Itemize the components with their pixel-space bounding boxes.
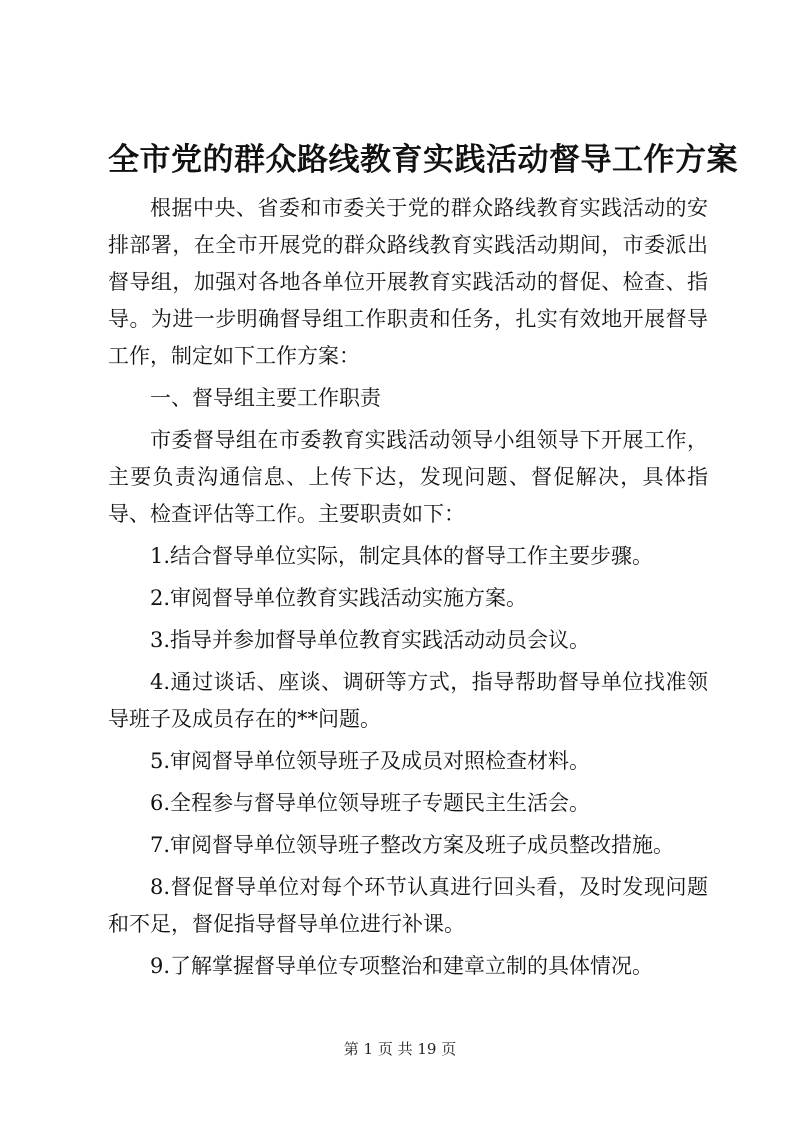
document-title: 全市党的群众路线教育实践活动督导工作方案 — [108, 142, 738, 178]
list-item: 1.结合督导单位实际，制定具体的督导工作主要步骤。 — [150, 544, 654, 568]
list-item: 7.审阅督导单位领导班子整改方案及班子成员整改措施。 — [150, 833, 675, 857]
page-footer — [0, 1039, 800, 1059]
section-heading: 一、督导组主要工作职责 — [150, 386, 381, 410]
paragraph-intro: 根据中央、省委和市委关于党的群众路线教育实践活动的安排部署，在全市开展党的群众路线教育实践活动期间，市委派出督导组，加强对各地各单位开展教育实践活动的督促、检查、指导。为进一步明确督导组工作职责和任务，扎实有效地开展督导工作，制定如下工作方案： — [108, 196, 708, 368]
list-item: 6.全程参与督导单位领导班子专题民主生活会。 — [150, 791, 591, 815]
list-item: 2.审阅督导单位教育实践活动实施方案。 — [150, 586, 528, 610]
list-item: 4.通过谈话、座谈、调研等方式，指导帮助督导单位找准领导班子及成员存在的**问题。 — [108, 670, 708, 731]
document-body — [108, 190, 708, 990]
list-item: 8.督促督导单位对每个环节认真进行回头看，及时发现问题和不足，督促指导督导单位进行补课。 — [108, 875, 708, 936]
list-item: 5.审阅督导单位领导班子及成员对照检查材料。 — [150, 749, 591, 773]
paragraph-duties: 市委督导组在市委教育实践活动领导小组领导下开展工作，主要负责沟通信息、上传下达，发现问题、督促解决，具体指导、检查评估等工作。主要职责如下： — [108, 428, 708, 526]
list-item: 9.了解掌握督导单位专项整治和建章立制的具体情况。 — [150, 954, 654, 978]
page-number-label: 第 1 页 共 19 页 — [343, 1040, 457, 1058]
list-item: 3.指导并参加督导单位教育实践活动动员会议。 — [150, 628, 591, 652]
